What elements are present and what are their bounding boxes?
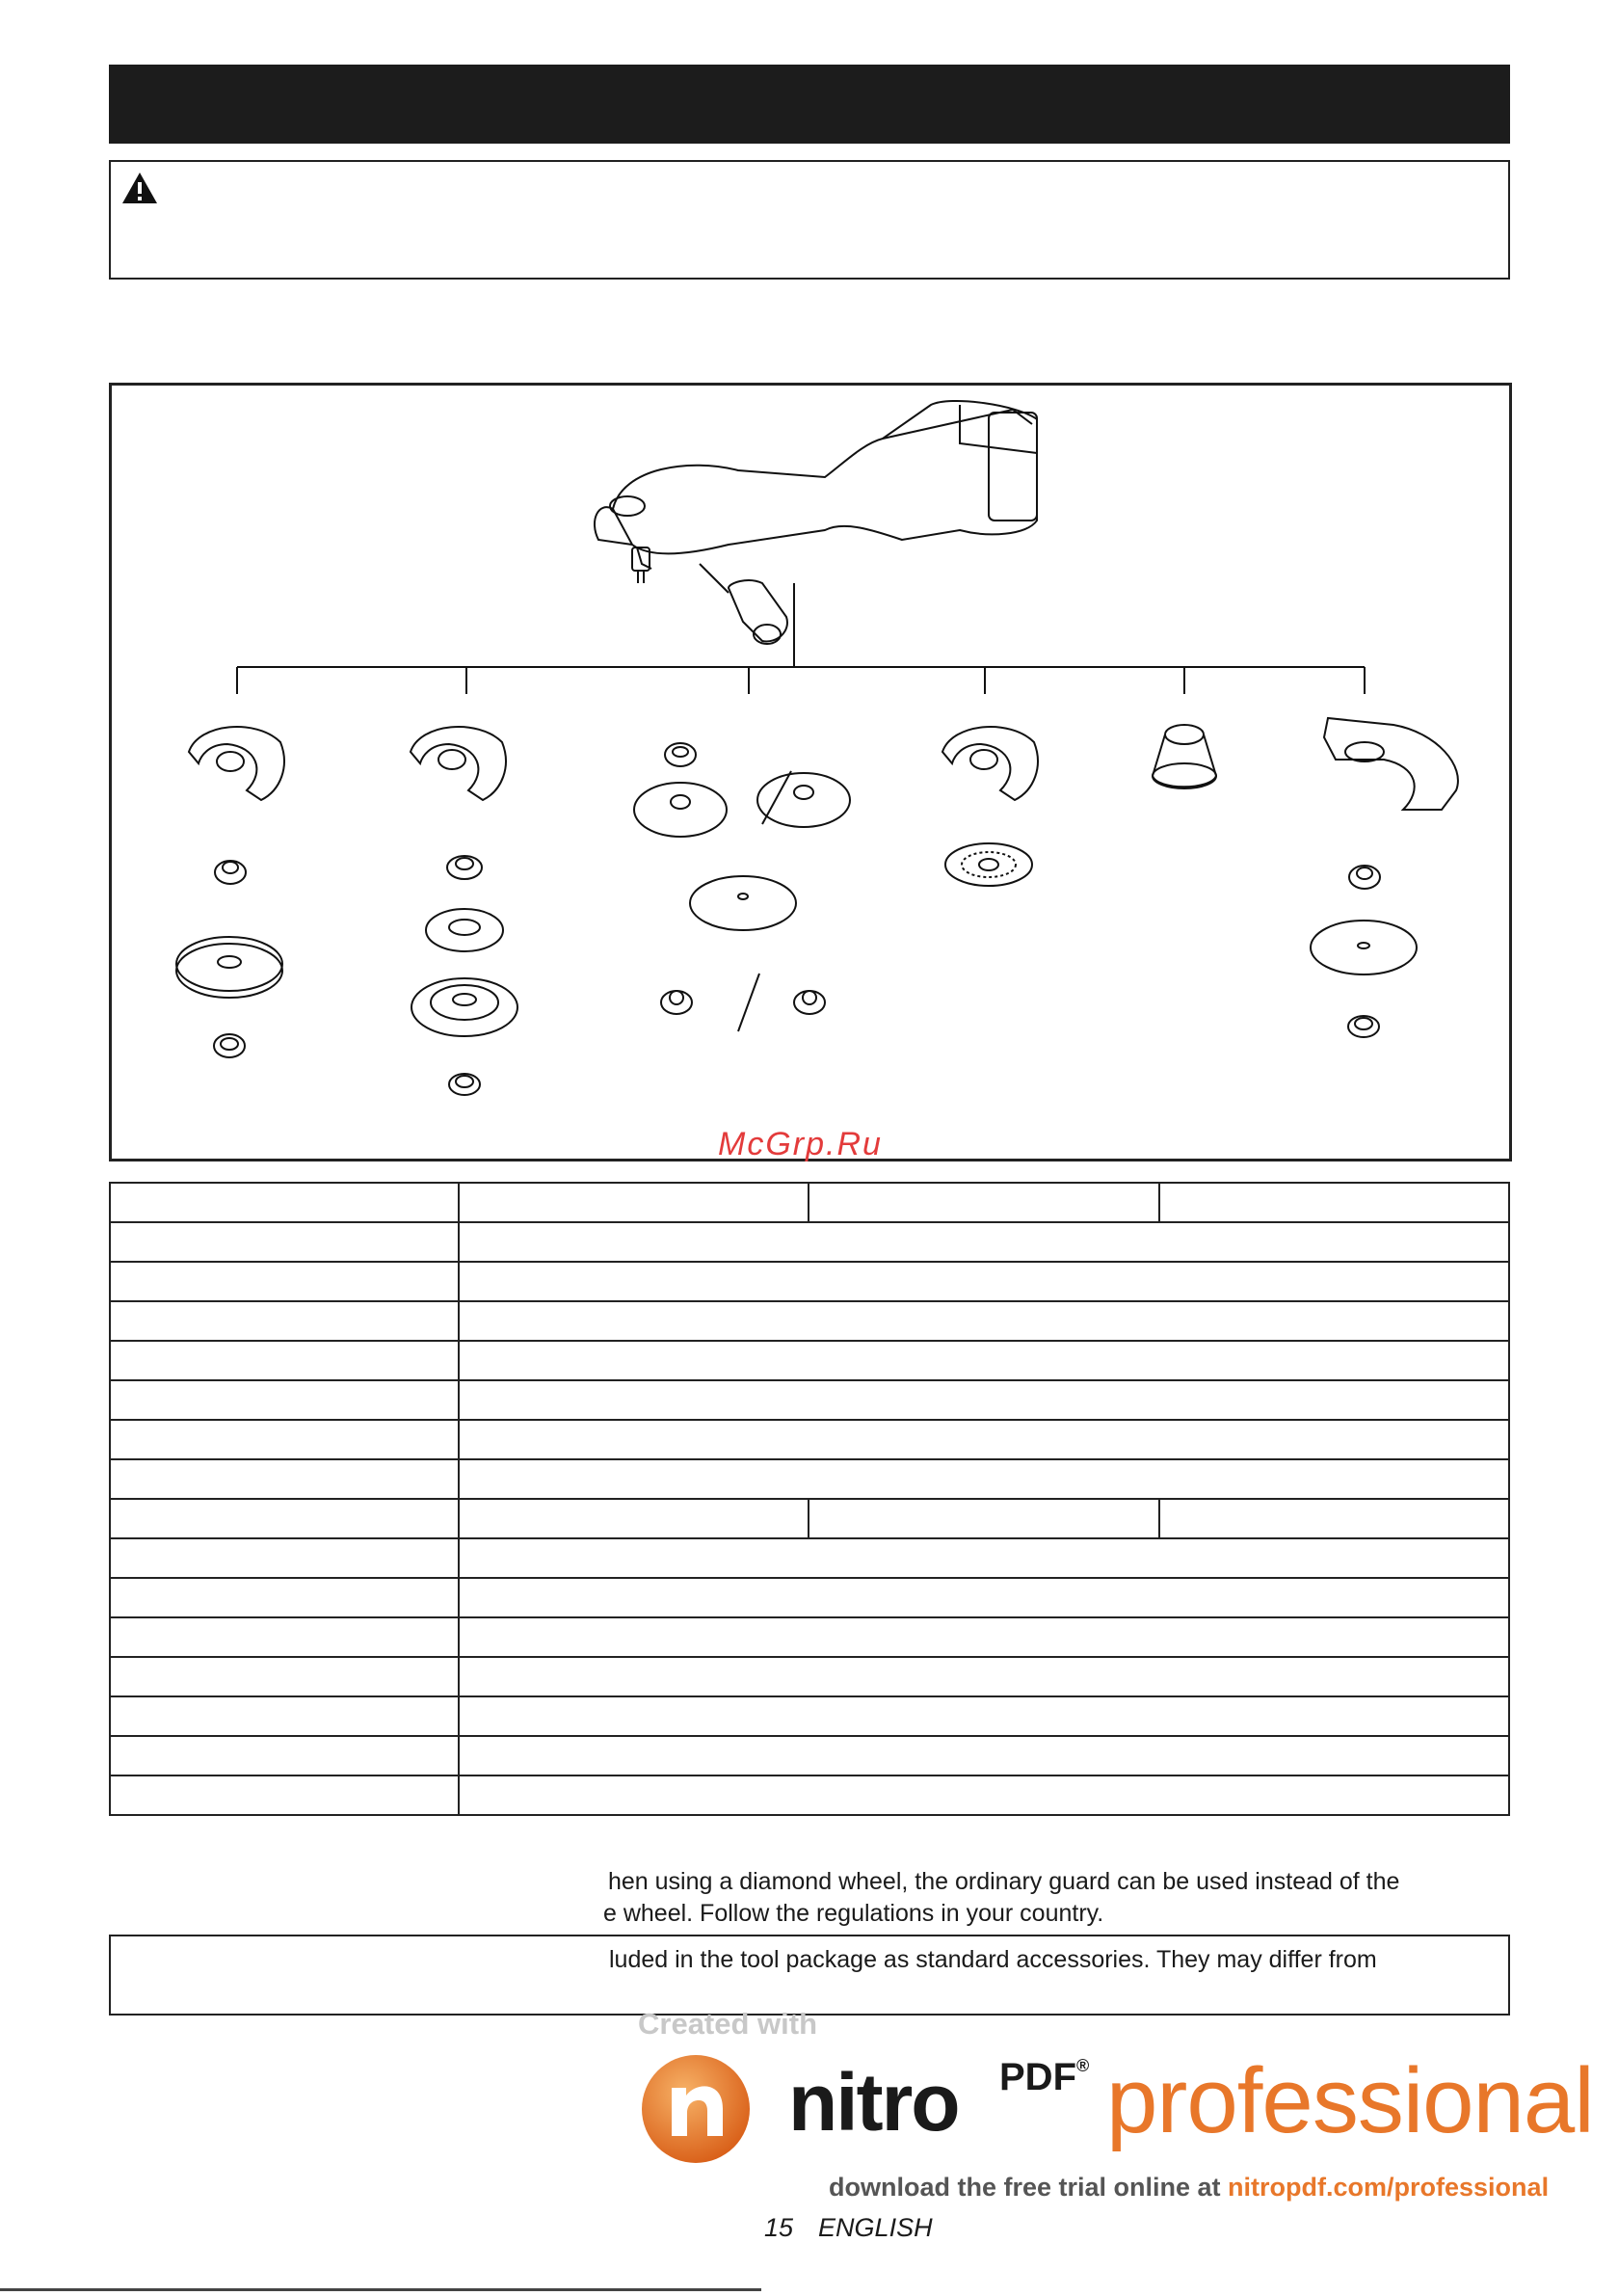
table-row [110,1499,1509,1538]
table-row [110,1696,1509,1736]
nitro-professional: professional [1106,2049,1594,2152]
table-row [110,1183,1509,1222]
specification-table [109,1182,1510,1816]
nitro-download-text: download the free trial online at [829,2173,1229,2202]
note-line-1: hen using a diamond wheel, the ordinary guard can be used instead of the [608,1868,1400,1895]
accessory-diagram [112,386,1503,1153]
table-row [110,1262,1509,1301]
table-row [110,1380,1509,1420]
accessory-set-1 [176,727,284,1057]
footer-language: ENGLISH [818,2213,933,2242]
watermark-text: McGrp.Ru [718,1126,883,1162]
nitro-n-logo-icon [638,2051,754,2167]
nitro-pdf-text: PDF [999,2056,1076,2098]
table-row [110,1578,1509,1617]
accessory-set-4 [942,727,1038,886]
table-row [110,1301,1509,1341]
nitro-url-link[interactable]: nitropdf.com/professional [1228,2173,1550,2202]
note-line-3: luded in the tool package as standard accessories. They may differ from [609,1946,1377,1973]
table-row [110,1736,1509,1775]
table-row [110,1538,1509,1578]
table-row [110,1617,1509,1657]
table-row [110,1420,1509,1459]
table-row [110,1459,1509,1499]
accessory-set-2 [411,727,517,1095]
table-row [110,1657,1509,1696]
page-footer [764,2213,933,2243]
warning-box [109,160,1510,280]
table-row [110,1341,1509,1380]
nitro-brand: nitro [788,2057,959,2148]
bottom-rule [0,2288,761,2291]
section-title-bar [109,65,1510,144]
nitro-registered-mark: ® [1076,2056,1090,2075]
accessory-set-6 [1311,718,1458,1037]
table-row [110,1222,1509,1262]
accessory-set-3 [634,743,850,1031]
note-line-2: e wheel. Follow the regulations in your country. [603,1900,1104,1927]
table-row [110,1775,1509,1815]
angle-grinder-drawing [595,401,1037,667]
nitro-pdf-superscript [999,2056,1089,2099]
accessory-set-5 [1153,725,1216,788]
nitro-download-line [829,2173,1549,2203]
nitro-created-with: Created with [638,2007,818,2041]
warning-triangle-icon [120,171,159,205]
page-number: 15 [764,2213,794,2242]
connector-lines [237,667,1365,694]
